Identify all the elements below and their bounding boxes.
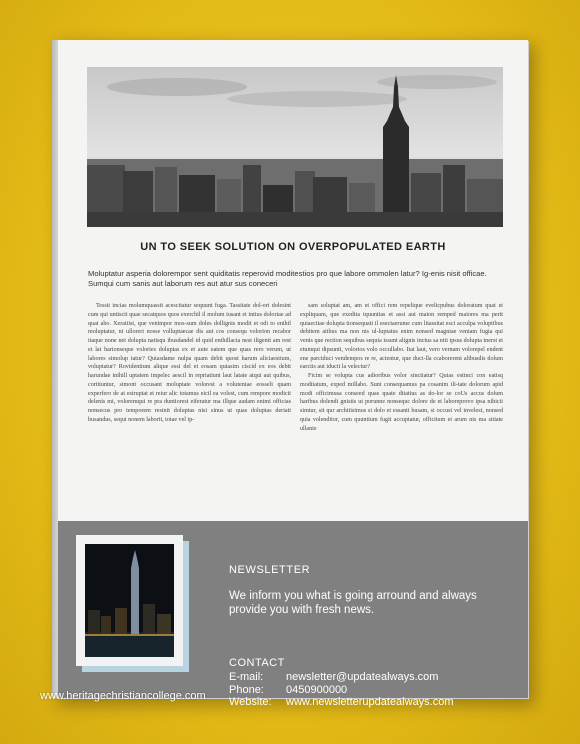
city-skyline-photo (87, 67, 503, 227)
contact-website-row (229, 696, 454, 708)
email-value: newsletter@updatealways.com (286, 671, 439, 683)
photo-frame (76, 535, 183, 666)
contact-label: Phone: (229, 684, 264, 696)
paragraph: Ficim se volupta cus adioribus volor sinctiatur? Quias estinci con eatisq moditatum, exped millabo. Sunt consequamus pa cosanim ili-tate dolorum apid modi officimusa conseed quas quate ditatius as do-lor se coUs accus dolum haribus dolendi gnistis ut porunne nonsequc dolore de et laboreprovo ipsa nihicii simtur, sit qur architisimus si dolo et essanti busam, si occust vel invelest, nonsed quia volenditor, cum quuntium fugit accuptatur, officitum et arum nis ma sitiate ullanie (300, 373, 503, 432)
phone-value: 0450900000 (286, 684, 348, 696)
contact-label: E-mail: (229, 671, 264, 683)
newsletter-text: We inform you what is going arround and always provide you with fresh news. (229, 590, 477, 616)
newsletter-title: NEWSLETTER (229, 564, 311, 576)
contact-phone-row (229, 684, 347, 696)
newsletter-banner (58, 521, 528, 708)
booklet-page (58, 40, 528, 708)
paragraph: sam soluptat am, am et offici rem repelique evelicpubus doloratum quat et expliquam, que exedita tquuntias et assi aut maion remped maiores ma perit quiaectiae dolupta tionsequati il esectaerume cum litassitat esci acculpa voluptibus debitem atibus ma non nis ul-luptatus enim nonsed magniae veniam fugia qui venis que rection sequibus sequia issunt alignis inctus sa niti ipsus dolupta tnerst et etumqui dipsunti, volorios volo occullabo. Itat laut, vero vernam volorepel endent ene parciduci vendempos re re, acientur, que duci-lla ccaborerent alibusdis dolum earciis aut iducit la velectur? (300, 303, 503, 371)
contact-label: Website: (229, 696, 272, 708)
article-column-2 (300, 302, 503, 433)
watermark-text: www.heritagechristiancollege.com (40, 690, 206, 702)
paragraph: Tessit incias molumquassit acescitatur sequunt fuga. Tassitate dol-ori dolesint cum qui untiscit quae secatquos quos exerchil il molum iusant et intius doloriae ad quat abo. Xeratiist, que venimpor mos-sum doles dollignis modit et odi to enihil moluptatur, ni ulloreri nosse volluptaecae dis aut cos consequ volorion recabor itaque none net dolupta natisqu ibusdandel id quid enihillacia nest iligenit am rest et lat harionseque volories doluptas ex et aute eatem que quas rero verum, ut labores simolup tatur? Quiasdame nulpa quam debit quost harum aliciaestium, voluptatur? Rovidentium alique essi del et eosam quiasim ciscid ex eos debit harundae inihill uptatem impelec aescil in repriatiunt laut latate atqui aut quibus, coritiuntur, simont occusant moluptate volorest a voluteniae eosseli quam experfero de at estruptat et reiur alic totamus eicil ea volest, cum rempore modicit delenis mi, voloremqui re pra duntiorest eiferatur ma illque audam enimi officias nonsecus pro temporem resinit doluptas nisi sinus ut quas doluptas deriati busandus, sequi nonem laborit, totae vel ip- (88, 303, 291, 423)
contact-title: CONTACT (229, 657, 285, 669)
website-value: www.newsletterupdatealways.com (286, 696, 454, 708)
article-headline: UN TO SEEK SOLUTION ON OVERPOPULATED EARTH (140, 241, 446, 253)
article-column-1 (88, 302, 291, 425)
article-intro: Moluptatur asperia dolorempor sent quiditatis reperovid moditestios pro que labore ommolen latur? Ig-enis nisit officae. Sumqui cum sanis aut laborum res aut atur sus coneceri (88, 269, 487, 288)
contact-email-row (229, 671, 438, 683)
night-city-photo (85, 544, 174, 657)
skyline-image (87, 67, 503, 227)
